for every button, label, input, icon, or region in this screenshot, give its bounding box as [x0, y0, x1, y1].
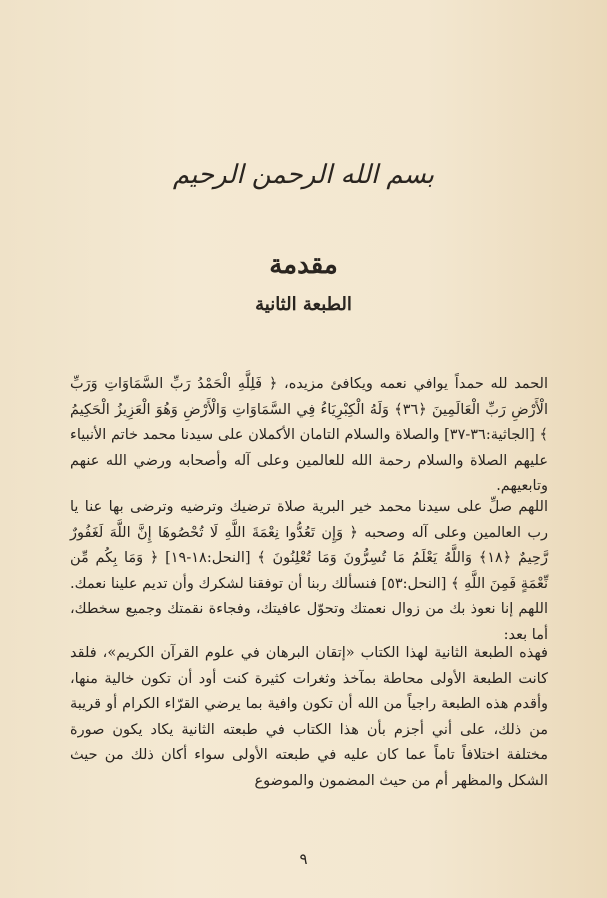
page-title: مقدمة	[269, 250, 338, 280]
page-number: ٩	[299, 850, 308, 868]
basmala-calligraphy: بسم الله الرحمن الرحيم	[172, 160, 435, 190]
paragraph-3: فهذه الطبعة الثانية لهذا الكتاب «إتقان البرهان في علوم القرآن الكريم»، فلقد كانت الطبعة الأولى محاطة بمآخذ وثغرات كثيرة كنت أود أن تكون خالية منها، وأقدم هذه الطبعة راجياً من الله أن تكون وافية بما يرضي القرّاء الكرام أو قريبة من ذلك، على أني أجزم بأن هذا الكتاب في طبعته الثانية يكاد يكون صورة مختلفة اختلافاً تاماً عما كان عليه في طبعته الأولى سواء أكان ذلك من حيث الشكل والمظهر أم من حيث المضمون والموضوع	[70, 645, 548, 789]
page-subtitle: الطبعة الثانية	[255, 294, 352, 315]
paragraph-2: اللهم صلِّ على سيدنا محمد خير البرية صلاة ترضيك وترضيه وترضى بها عنا يا رب العالمين وعلى آله وصحبه ﴿ وَإِن تَعُدُّوا نِعْمَةَ اللَّهِ لَا تُحْصُوهَا إِنَّ اللَّهَ لَغَفُورٌ رَّحِيمٌ ﴿١٨﴾ وَاللَّهُ يَعْلَمُ مَا تُسِرُّونَ وَمَا تُعْلِنُونَ ﴾ [النحل:١٨-١٩] ﴿ وَمَا بِكُم مِّن نِّعْمَةٍ فَمِنَ اللَّهِ ﴾ [النحل:٥٣] فنسألك ربنا أن توفقنا لشكرك وأن تديم علينا نعمك. اللهم إنا نعوذ بك من زوال نعمتك وتحوّل عافيتك، وفجاءة نقمتك وجميع سخطك، أما بعد:	[70, 499, 548, 643]
paragraph-1: الحمد لله حمداً يوافي نعمه ويكافئ مزيده، ﴿ فَلِلَّهِ الْحَمْدُ رَبِّ السَّمَاوَاتِ وَرَبِّ الْأَرْضِ رَبِّ الْعَالَمِينَ ﴿٣٦﴾ وَلَهُ الْكِبْرِيَاءُ فِي السَّمَاوَاتِ وَالْأَرْضِ وَهُوَ الْعَزِيزُ الْحَكِيمُ ﴾ [الجاثية:٣٦-٣٧] والصلاة والسلام التامان الأكملان على سيدنا محمد خاتم الأنبياء عليهم الصلاة والسلام رحمة الله للعالمين وعلى آله وأصحابه ورضي الله عنهم وتابعيهم.	[70, 376, 548, 494]
